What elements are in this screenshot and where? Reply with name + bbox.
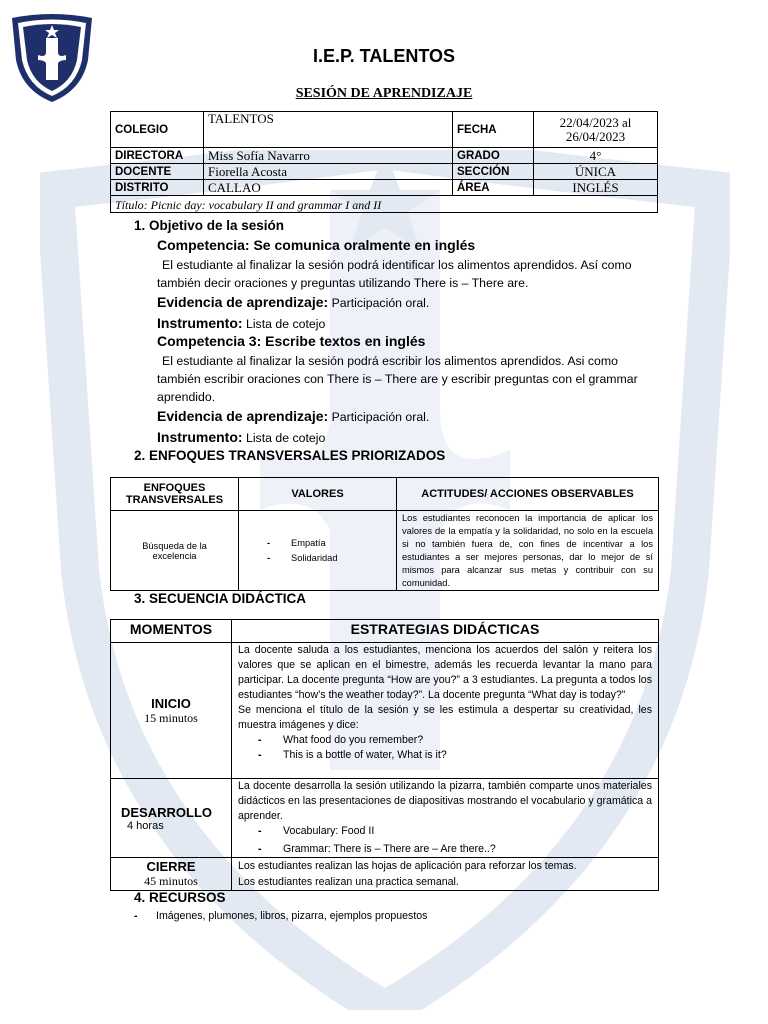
instrument1-value: Lista de cotejo bbox=[245, 317, 326, 331]
competencia1-title: Competencia: Se comunica oralmente en inglés bbox=[157, 237, 476, 253]
actitudes-cell: Los estudiantes reconocen la importancia de aplicar los valores de la empatía y la solidaridad, no solo en la escuela si no también fuera de, con fines de incentivar a los estudiantes a ser mejores personas, dar lo mejor de sí mismos para alcanzar sus metas y contribuir con su comunidad. bbox=[397, 511, 659, 591]
desarrollo-label: DESARROLLO bbox=[121, 804, 212, 820]
evidence2-label: Evidencia de aprendizaje: bbox=[157, 408, 329, 424]
cierre-line2: Los estudiantes realizan una practica semanal. bbox=[238, 876, 459, 888]
secuencia-table bbox=[110, 619, 659, 891]
competencia1-text: El estudiante al finalizar la sesión podrá identificar los alimentos aprendidos. Así como también decir oraciones y preguntas utilizando There is – There are. bbox=[157, 258, 632, 290]
instrument1-line bbox=[157, 314, 325, 333]
cierre-label: CIERRE bbox=[146, 859, 196, 874]
directora-value: Miss Sofía Navarro bbox=[204, 148, 453, 164]
grado-label: GRADO bbox=[453, 148, 534, 164]
desarrollo-strategy bbox=[232, 779, 659, 858]
momentos-col-header: MOMENTOS bbox=[111, 620, 232, 643]
enfoques-col-header: ENFOQUES TRANSVERSALES bbox=[111, 478, 239, 511]
cierre-line1: Los estudiantes realizan las hojas de aplicación para reforzar los temas. bbox=[238, 860, 577, 872]
session-title: SESIÓN DE APRENDIZAJE bbox=[295, 86, 473, 101]
area-label: ÁREA bbox=[453, 180, 534, 196]
distrito-label: DISTRITO bbox=[111, 180, 204, 196]
directora-label: DIRECTORA bbox=[111, 148, 204, 164]
valores-cell bbox=[239, 511, 397, 591]
competencia3-title: Competencia 3: Escribe textos en inglés bbox=[157, 333, 426, 349]
instrument2-label: Instrumento: bbox=[157, 429, 243, 445]
seccion-label: SECCIÓN bbox=[453, 164, 534, 180]
grado-value: 4° bbox=[534, 148, 658, 164]
docente-value: Fiorella Acosta bbox=[204, 164, 453, 180]
valor-item: - Empatía bbox=[267, 537, 326, 548]
instrument2-line bbox=[157, 428, 325, 447]
desarrollo-text: La docente desarrolla la sesión utilizando la pizarra, también comparte unos materiales didácticos en las presentaciones de diapositivas mostrando el vocabulario y gramática a aprender. bbox=[238, 780, 652, 822]
cierre-cell bbox=[111, 858, 232, 891]
desarrollo-bullet: - Grammar: There is – There are – Are there..? bbox=[258, 843, 496, 855]
enfoques-table bbox=[110, 477, 659, 591]
section1-heading: 1. Objetivo de la sesión bbox=[134, 218, 285, 233]
actitudes-col-header: ACTITUDES/ ACCIONES OBSERVABLES bbox=[397, 478, 659, 511]
seccion-value: ÚNICA bbox=[534, 164, 658, 180]
docente-label: DOCENTE bbox=[111, 164, 204, 180]
cierre-strategy bbox=[232, 858, 659, 891]
inicio-strategy bbox=[232, 643, 659, 779]
area-value: INGLÉS bbox=[534, 180, 658, 196]
inicio-text2: Se menciona el título de la sesión y se les estimula a despertar su creatividad, les muestra imágenes y dice: bbox=[238, 704, 652, 731]
inicio-cell bbox=[111, 643, 232, 779]
info-table bbox=[110, 111, 658, 213]
cierre-time: 45 minutos bbox=[144, 874, 198, 888]
school-title: I.E.P. TALENTOS bbox=[312, 46, 456, 66]
section4-heading: 4. RECURSOS bbox=[134, 890, 226, 905]
estrategias-col-header: ESTRATEGIAS DIDÁCTICAS bbox=[232, 620, 659, 643]
inicio-label: INICIO bbox=[151, 695, 191, 711]
desarrollo-cell bbox=[111, 779, 232, 858]
recursos-items: Imágenes, plumones, libros, pizarra, ejemplos propuestos bbox=[156, 910, 428, 922]
evidence1-label: Evidencia de aprendizaje: bbox=[157, 294, 329, 310]
inicio-bullet: - What food do you remember? bbox=[258, 734, 424, 746]
evidence1-value: Participación oral. bbox=[331, 296, 430, 310]
evidence2-line bbox=[157, 407, 429, 426]
evidence1-line bbox=[157, 293, 429, 312]
colegio-value: TALENTOS bbox=[204, 112, 453, 148]
desarrollo-time: 4 horas bbox=[127, 819, 164, 832]
distrito-value: CALLAO bbox=[204, 180, 453, 196]
inicio-text: La docente saluda a los estudiantes, menciona los acuerdos del salón y reitera los valores que se aplican en el bimestre, además les recuerda levantar la mano para participar. La docente pregunta “How are you?” a 3 estudiantes. La pregunta a todos los estudiantes “how’s the weather today?”. La docente pregunta “What day is today?” bbox=[238, 644, 652, 701]
competencia3-text: El estudiante al finalizar la sesión podrá escribir los alimentos aprendidos. Asi como también escribir oraciones con There is – There are y escribir preguntas con el grammar aprendido. bbox=[157, 354, 638, 404]
evidence2-value: Participación oral. bbox=[331, 410, 430, 424]
valores-col-header: VALORES bbox=[239, 478, 397, 511]
recursos-line: - Imágenes, plumones, libros, pizarra, ejemplos propuestos bbox=[134, 910, 428, 922]
desarrollo-bullet: - Vocabulary: Food II bbox=[258, 825, 375, 837]
fecha-label: FECHA bbox=[453, 112, 534, 148]
instrument2-value: Lista de cotejo bbox=[245, 431, 326, 445]
fecha-value: 22/04/2023 al 26/04/2023 bbox=[534, 112, 658, 148]
enfoque-cell: Búsqueda de la excelencia bbox=[111, 511, 239, 591]
instrument1-label: Instrumento: bbox=[157, 315, 243, 331]
valor-item: - Solidaridad bbox=[267, 552, 338, 563]
section3-heading: 3. SECUENCIA DIDÁCTICA bbox=[134, 591, 307, 606]
inicio-time: 15 minutos bbox=[144, 710, 198, 725]
inicio-bullet: - This is a bottle of water, What is it? bbox=[258, 749, 447, 761]
colegio-label: COLEGIO bbox=[111, 112, 204, 148]
section2-heading: 2. ENFOQUES TRANSVERSALES PRIORIZADOS bbox=[134, 448, 446, 463]
session-topic: Título: Picnic day: vocabulary II and grammar I and II bbox=[111, 196, 658, 213]
